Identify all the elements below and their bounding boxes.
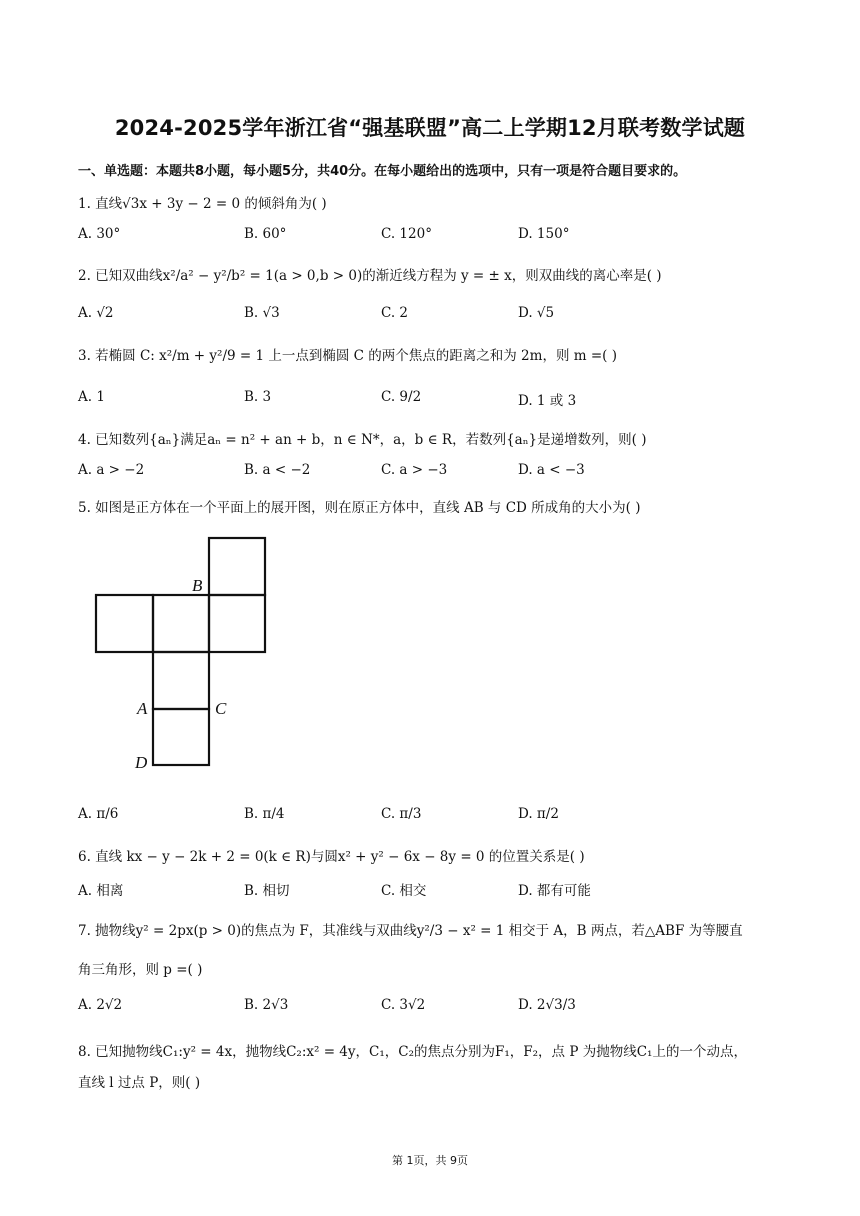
q6-option-a: A. 相离	[78, 883, 124, 899]
q1-option-c: C. 120°	[381, 226, 432, 242]
q1-option-d: D. 150°	[518, 226, 570, 242]
net-square	[153, 652, 209, 709]
q6-option-b: B. 相切	[244, 883, 290, 899]
q2-option-c: C. 2	[381, 305, 409, 321]
q4-option-b: B. a < −2	[244, 462, 311, 478]
q3-option-c: C. 9/2	[381, 389, 422, 405]
label-a: A	[137, 699, 148, 718]
q2-option-a: A. √2	[78, 305, 114, 321]
page-footer: 第 1页，共 9页	[392, 1154, 468, 1167]
q5-option-b: B. π/4	[244, 806, 285, 822]
q7-option-d: D. 2√3/3	[518, 997, 576, 1013]
section-heading: 一、单选题：本题共8小题，每小题5分，共40分。在每小题给出的选项中，只有一项是符合题目要求的。	[78, 164, 687, 179]
q7-option-c: C. 3√2	[381, 997, 426, 1013]
net-square	[96, 595, 153, 652]
net-square	[209, 538, 265, 595]
q2-option-b: B. √3	[244, 305, 280, 321]
question-8-stem-continued: 直线 l 过点 P，则( )	[78, 1075, 201, 1091]
q4-option-d: D. a < −3	[518, 462, 585, 478]
question-8-stem: 8. 已知抛物线C₁:y² = 4x，抛物线C₂:x² = 4y，C₁，C₂的焦点分别为F₁，F₂，点 P 为抛物线C₁上的一个动点，	[78, 1044, 747, 1060]
label-c: C	[215, 699, 227, 718]
label-d: D	[135, 753, 148, 772]
question-4-stem: 4. 已知数列{aₙ}满足aₙ = n² + an + b，n ∈ N*，a，b ∈ R，若数列{aₙ}是递增数列，则( )	[78, 432, 647, 448]
question-5-stem: 5. 如图是正方体在一个平面上的展开图，则在原正方体中，直线 AB 与 CD 所成角的大小为( )	[78, 500, 641, 516]
q4-option-c: C. a > −3	[381, 462, 448, 478]
q6-option-c: C. 相交	[381, 883, 427, 899]
question-6-stem: 6. 直线 kx − y − 2k + 2 = 0(k ∈ R)与圆x² + y² − 6x − 8y = 0 的位置关系是( )	[78, 849, 585, 865]
net-square	[153, 595, 209, 652]
q3-option-d: D. 1 或 3	[518, 393, 577, 409]
q5-option-a: A. π/6	[78, 806, 119, 822]
net-square	[153, 709, 209, 765]
question-2-stem: 2. 已知双曲线x²/a² − y²/b² = 1(a > 0,b > 0)的渐近线方程为 y = ± x，则双曲线的离心率是( )	[78, 268, 662, 284]
q5-option-c: C. π/3	[381, 806, 422, 822]
page-title: 2024-2025学年浙江省“强基联盟”高二上学期12月联考数学试题	[114, 116, 746, 140]
q7-option-b: B. 2√3	[244, 997, 289, 1013]
question-3-stem: 3. 若椭圆 C: x²/m + y²/9 = 1 上一点到椭圆 C 的两个焦点的距离之和为 2m，则 m =( )	[78, 348, 617, 364]
question-1-stem: 1. 直线√3x + 3y − 2 = 0 的倾斜角为( )	[78, 196, 327, 212]
q3-option-b: B. 3	[244, 389, 272, 405]
q4-option-a: A. a > −2	[78, 462, 145, 478]
q1-option-b: B. 60°	[244, 226, 287, 242]
q7-option-a: A. 2√2	[78, 997, 123, 1013]
q5-option-d: D. π/2	[518, 806, 559, 822]
question-7-stem: 7. 抛物线y² = 2px(p > 0)的焦点为 F，其准线与双曲线y²/3 − x² = 1 相交于 A，B 两点，若△ABF 为等腰直	[78, 923, 743, 939]
q1-option-a: A. 30°	[78, 226, 121, 242]
question-7-stem-continued: 角三角形，则 p =( )	[78, 962, 203, 978]
q6-option-d: D. 都有可能	[518, 883, 591, 899]
cube-net-figure	[88, 528, 278, 778]
q2-option-d: D. √5	[518, 305, 555, 321]
net-square	[209, 595, 265, 652]
label-b: B	[192, 576, 203, 595]
q3-option-a: A. 1	[78, 389, 105, 405]
